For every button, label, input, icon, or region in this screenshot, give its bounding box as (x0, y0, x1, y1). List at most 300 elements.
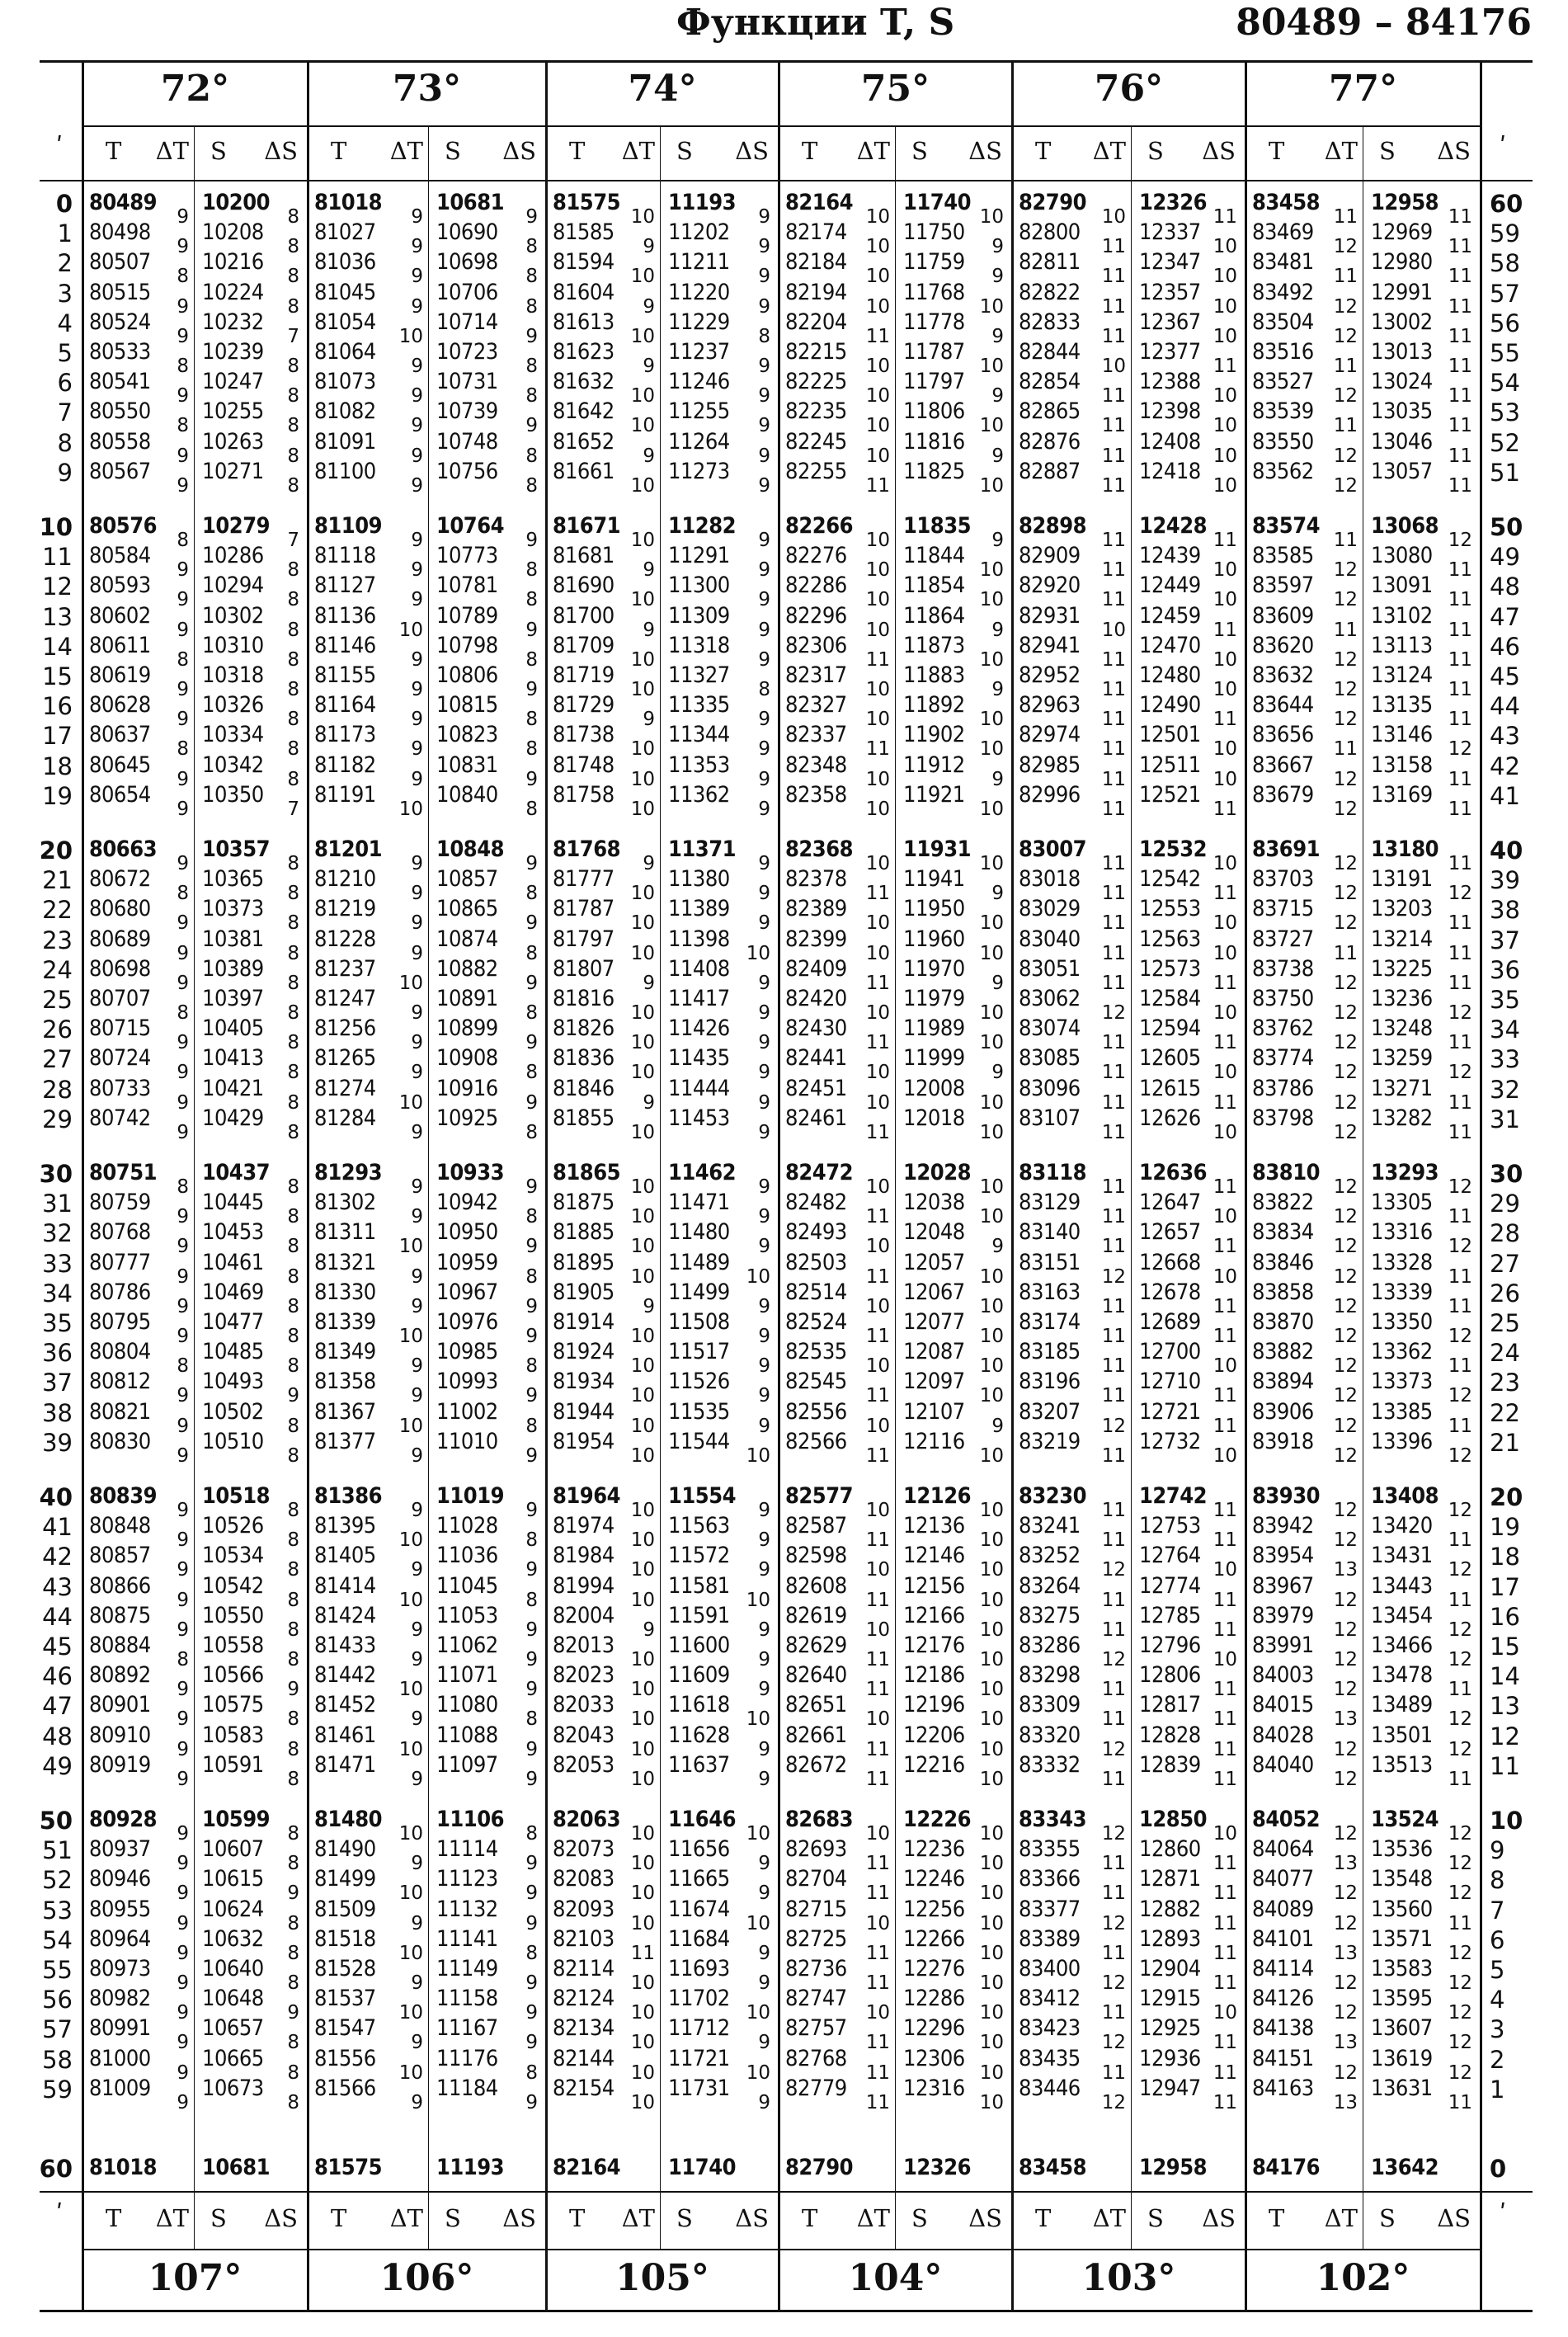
dT-value: 10 (630, 1559, 655, 1581)
T-value: 83074 (1019, 1015, 1081, 1042)
dT-value: 11 (865, 2091, 890, 2113)
minute-right: 17 (1490, 1572, 1520, 1601)
dS-value: 9 (991, 619, 1004, 641)
T-value: 82661 (785, 1722, 847, 1748)
S-value: 12710 (1139, 1369, 1201, 1395)
minute-right: 10 (1490, 1807, 1523, 1835)
dT-value: 8 (177, 738, 189, 761)
S-value: 11902 (903, 722, 965, 748)
S-value: 10583 (202, 1722, 264, 1748)
T-value: 81414 (314, 1572, 376, 1599)
dS-value: 8 (287, 678, 299, 700)
S-value: 13501 (1371, 1722, 1433, 1748)
S-value: 11106 (436, 1807, 505, 1832)
S-value: 10798 (436, 632, 498, 658)
dT-value: 10 (865, 445, 890, 467)
S-value: 13560 (1371, 1896, 1433, 1922)
S-value: 11273 (668, 458, 730, 484)
T-value: 82033 (553, 1692, 614, 1718)
T-value: 83644 (1252, 692, 1314, 719)
S-value: 10286 (202, 543, 264, 569)
dT-value: 11 (1333, 205, 1358, 228)
S-value: 10632 (202, 1925, 264, 1952)
S-value: 12077 (903, 1309, 965, 1335)
dT-value: 12 (1333, 798, 1358, 820)
S-value: 12136 (903, 1513, 965, 1539)
S-value: 10429 (202, 1105, 264, 1131)
dT-value: 11 (1101, 768, 1126, 790)
T-value: 81518 (314, 1925, 376, 1952)
minute-right: 34 (1490, 1015, 1520, 1044)
dT-value: 12 (1333, 325, 1358, 347)
dS-value: 9 (758, 1768, 770, 1790)
S-value: 10781 (436, 572, 498, 599)
T-value: 80857 (89, 1543, 151, 1569)
dS-value: 8 (287, 205, 299, 228)
dS-value: 9 (525, 1385, 538, 1407)
dT-value: 9 (411, 1032, 423, 1054)
T-value: 83481 (1252, 249, 1314, 276)
S-value: 12439 (1139, 543, 1201, 569)
dS-value: 9 (758, 1236, 770, 1258)
subfooter-minute-mark-right: ʹ (1500, 2199, 1507, 2227)
dS-value: 9 (758, 445, 770, 467)
T-value: 83870 (1252, 1309, 1314, 1335)
dT-value: 12 (1333, 1589, 1358, 1611)
T-value: 80991 (89, 2015, 151, 2042)
minute-right: 35 (1490, 986, 1520, 1014)
T-value: 82215 (785, 339, 847, 365)
S-value: 11778 (903, 309, 965, 335)
T-value: 81709 (553, 632, 614, 658)
T-value: 83715 (1252, 896, 1314, 922)
dT-value: 9 (177, 295, 189, 318)
T-value: 83562 (1252, 458, 1314, 484)
dT-value: 11 (1101, 1295, 1126, 1317)
T-value: 80567 (89, 458, 151, 484)
dT-value: 11 (865, 1679, 890, 1701)
dS-value: 9 (758, 648, 770, 671)
T-value: 83894 (1252, 1369, 1314, 1395)
dT-value: 11 (1101, 266, 1126, 288)
S-value: 10874 (436, 926, 498, 952)
rule-inner-head-4 (1131, 125, 1132, 180)
dT-value: 10 (398, 1738, 423, 1760)
dS-value: 8 (287, 1444, 299, 1467)
dT-value: 10 (630, 1589, 655, 1611)
dT-value: 10 (630, 1738, 655, 1760)
minute-right: 37 (1490, 926, 1520, 954)
S-value: 13362 (1371, 1339, 1433, 1365)
dS-value: 9 (991, 678, 1004, 700)
dS-value: 11 (1212, 709, 1237, 731)
T-value: 81228 (314, 926, 376, 952)
dS-value: 8 (287, 1648, 299, 1670)
S-value: 11526 (668, 1369, 730, 1395)
dT-value: 10 (630, 1853, 655, 1875)
dS-value: 11 (1448, 1415, 1472, 1437)
dT-value: 9 (411, 1618, 423, 1641)
dT-value: 10 (398, 1325, 423, 1347)
subfooter-dT: ΔT (856, 2204, 890, 2232)
dT-value: 10 (630, 1236, 655, 1258)
dS-value: 12 (1448, 1972, 1472, 1994)
minute-right: 48 (1490, 572, 1520, 601)
T-value: 81671 (553, 513, 621, 539)
S-value: 11389 (668, 896, 730, 922)
subheader-dS: ΔS (735, 137, 769, 165)
S-value: 10665 (202, 2045, 264, 2071)
minute-right: 7 (1490, 1896, 1505, 1925)
minute-left: 44 (42, 1602, 73, 1631)
T-value: 84163 (1252, 2075, 1314, 2101)
S-value: 10216 (202, 249, 264, 276)
dS-value: 9 (525, 1972, 538, 1994)
dT-value: 10 (398, 2002, 423, 2024)
T-value: 80884 (89, 1633, 151, 1658)
S-value: 12057 (903, 1249, 965, 1275)
S-value: 12636 (1139, 1160, 1208, 1185)
T-value: 82164 (785, 190, 854, 215)
S-value: 13513 (1371, 1751, 1433, 1778)
dS-value: 9 (525, 325, 538, 347)
T-value: 80541 (89, 369, 151, 395)
dS-value: 9 (525, 2091, 538, 2113)
T-value: 82503 (785, 1249, 847, 1275)
dS-value: 8 (525, 1206, 538, 1228)
S-value: 11941 (903, 866, 965, 893)
S-value: 13259 (1371, 1045, 1433, 1072)
T-value: 80602 (89, 602, 151, 629)
S-value: 11883 (903, 662, 965, 688)
T-value: 81623 (553, 339, 614, 365)
dS-value: 12 (1448, 1738, 1472, 1760)
T-value: 82103 (553, 1925, 614, 1952)
S-value: 12626 (1139, 1105, 1201, 1131)
S-value: 11864 (903, 602, 965, 629)
dS-value: 8 (287, 295, 299, 318)
minute-left: 8 (57, 428, 73, 457)
T-value: 84015 (1252, 1692, 1314, 1718)
rule-inner-2 (660, 180, 661, 2191)
dT-value: 11 (865, 325, 890, 347)
minute-left: 15 (42, 662, 73, 690)
dS-value: 10 (1212, 912, 1237, 935)
dS-value: 12 (1448, 738, 1472, 761)
S-value: 10607 (202, 1836, 264, 1863)
dT-value: 9 (177, 1062, 189, 1084)
subfooter-T: T (331, 2204, 347, 2232)
T-value: 84138 (1252, 2015, 1314, 2042)
dS-value: 11 (1448, 678, 1472, 700)
T-value: 83967 (1252, 1572, 1314, 1599)
dT-value: 9 (643, 852, 655, 874)
S-value: 12008 (903, 1075, 965, 1101)
T-value: 82204 (785, 309, 847, 335)
dS-value: 11 (1448, 559, 1472, 582)
rule-inner-foot-0 (194, 2191, 195, 2249)
dT-value: 10 (630, 883, 655, 905)
dS-value: 8 (525, 1355, 538, 1378)
dT-value: 11 (865, 738, 890, 761)
S-value: 12186 (903, 1662, 965, 1689)
dS-value: 12 (1448, 1618, 1472, 1641)
T-value: 83051 (1019, 955, 1081, 982)
dS-value: 10 (746, 1912, 770, 1934)
S-value: 10208 (202, 219, 264, 246)
dT-value: 9 (177, 1768, 189, 1790)
S-value: 12490 (1139, 692, 1201, 719)
dS-value: 9 (758, 2091, 770, 2113)
T-value: 82043 (553, 1722, 614, 1748)
T-value: 80515 (89, 279, 151, 305)
S-value: 12398 (1139, 398, 1201, 425)
dT-value: 11 (865, 2061, 890, 2084)
dS-value: 11 (1212, 355, 1237, 377)
dT-value: 11 (1101, 1679, 1126, 1701)
S-value: 12377 (1139, 339, 1201, 365)
dT-value: 10 (398, 325, 423, 347)
dT-value: 12 (1333, 1325, 1358, 1347)
S-value: 10318 (202, 662, 264, 688)
minute-left: 56 (42, 1986, 73, 2014)
S-value: 10437 (202, 1160, 271, 1185)
dT-value: 10 (865, 912, 890, 935)
dT-value: 9 (411, 1768, 423, 1790)
minute-left: 39 (42, 1428, 73, 1457)
T-value: 81293 (314, 1160, 383, 1185)
T-value: 83446 (1019, 2075, 1081, 2101)
S-value: 10334 (202, 722, 264, 748)
minute-left: 19 (42, 781, 73, 810)
minute-left: 58 (42, 2045, 73, 2074)
dS-value: 10 (746, 942, 770, 964)
T-value: 80892 (89, 1662, 151, 1689)
dT-value: 10 (630, 266, 655, 288)
dS-value: 10 (1212, 1265, 1237, 1288)
S-value: 10950 (436, 1219, 498, 1246)
dT-value: 11 (865, 1385, 890, 1407)
dT-value: 12 (1333, 474, 1358, 497)
dS-value: 9 (758, 1853, 770, 1875)
dT-value: 11 (1101, 474, 1126, 497)
T-value: 82768 (785, 2045, 847, 2071)
S-value: 10681 (202, 2155, 271, 2180)
dS-value: 10 (979, 1355, 1004, 1378)
dT-value: 12 (1333, 589, 1358, 611)
T-value: 81528 (314, 1956, 376, 1981)
T-value: 83539 (1252, 398, 1314, 425)
subheader-minute-mark-right: ʹ (1500, 132, 1507, 160)
dT-value: 10 (865, 1176, 890, 1198)
minute-right: 46 (1490, 632, 1520, 661)
S-value: 12553 (1139, 896, 1201, 922)
dT-value: 10 (630, 678, 655, 700)
dT-value: 10 (630, 1415, 655, 1437)
S-value: 12563 (1139, 926, 1201, 952)
S-value: 10657 (202, 2015, 264, 2042)
T-value: 83834 (1252, 1219, 1314, 1246)
dS-value: 9 (525, 529, 538, 551)
dS-value: 9 (991, 266, 1004, 288)
dS-value: 7 (287, 325, 299, 347)
T-value: 83882 (1252, 1339, 1314, 1365)
dS-value: 11 (1448, 385, 1472, 408)
dS-value: 11 (1448, 1355, 1472, 1378)
S-value: 12860 (1139, 1836, 1201, 1863)
dT-value: 10 (630, 1001, 655, 1024)
dS-value: 11 (1448, 1529, 1472, 1552)
dT-value: 10 (865, 1236, 890, 1258)
S-value: 10373 (202, 896, 264, 922)
T-value: 81036 (314, 249, 376, 276)
T-value: 81247 (314, 986, 376, 1011)
dT-value: 12 (1101, 1001, 1126, 1024)
dS-value: 10 (979, 2032, 1004, 2054)
T-value: 81556 (314, 2045, 376, 2071)
dT-value: 9 (177, 1972, 189, 1994)
dS-value: 9 (758, 415, 770, 437)
dS-value: 8 (525, 1001, 538, 1024)
T-value: 81395 (314, 1513, 376, 1539)
T-value: 81109 (314, 513, 383, 539)
T-value: 82566 (785, 1428, 847, 1454)
T-value: 80795 (89, 1309, 151, 1335)
S-value: 10908 (436, 1045, 498, 1072)
S-value: 11931 (903, 836, 972, 862)
T-value: 81719 (553, 662, 614, 688)
T-value: 81358 (314, 1369, 376, 1395)
dT-value: 12 (1101, 1415, 1126, 1437)
S-value: 13002 (1371, 309, 1433, 335)
T-value: 81642 (553, 398, 614, 425)
minute-left: 22 (42, 896, 73, 925)
T-value: 83140 (1019, 1219, 1081, 1246)
minute-left: 52 (42, 1866, 73, 1895)
minute-right: 24 (1490, 1339, 1520, 1368)
T-value: 81797 (553, 926, 614, 952)
dS-value: 11 (1448, 474, 1472, 497)
S-value: 13158 (1371, 752, 1433, 778)
dS-value: 8 (525, 355, 538, 377)
T-value: 83219 (1019, 1428, 1081, 1454)
minute-right: 47 (1490, 602, 1520, 631)
S-value: 12480 (1139, 662, 1201, 688)
dS-value: 12 (1448, 1385, 1472, 1407)
T-value: 81490 (314, 1836, 376, 1863)
T-value: 82974 (1019, 722, 1081, 748)
dS-value: 9 (525, 1559, 538, 1581)
dT-value: 12 (1101, 1738, 1126, 1760)
S-value: 11912 (903, 752, 965, 778)
dT-value: 9 (411, 678, 423, 700)
T-value: 80812 (89, 1369, 151, 1395)
dT-value: 9 (177, 385, 189, 408)
S-value: 12236 (903, 1836, 965, 1863)
S-value: 13373 (1371, 1369, 1433, 1395)
dS-value: 10 (1212, 385, 1237, 408)
S-value: 10891 (436, 986, 498, 1011)
T-value: 80689 (89, 926, 151, 952)
dS-value: 8 (525, 798, 538, 820)
T-value: 81729 (553, 692, 614, 719)
dS-value: 9 (758, 912, 770, 935)
dS-value: 8 (287, 474, 299, 497)
S-value: 11176 (436, 2045, 498, 2071)
S-value: 11080 (436, 1692, 498, 1718)
S-value: 12067 (903, 1279, 965, 1305)
subfooter-dS: ΔS (502, 2204, 536, 2232)
T-value: 82053 (553, 1751, 614, 1778)
dS-value: 9 (758, 1355, 770, 1378)
dS-value: 11 (1212, 972, 1237, 994)
dT-value: 9 (177, 2061, 189, 2084)
S-value: 11816 (903, 428, 965, 455)
dT-value: 10 (398, 1882, 423, 1905)
S-value: 12980 (1371, 249, 1433, 276)
S-value: 10413 (202, 1045, 264, 1072)
dS-value: 10 (979, 1121, 1004, 1143)
minute-left: 55 (42, 1956, 73, 1984)
dS-value: 8 (287, 619, 299, 641)
T-value: 82093 (553, 1896, 614, 1922)
dS-value: 11 (1448, 2091, 1472, 2113)
dT-value: 12 (1333, 709, 1358, 731)
T-value: 80628 (89, 692, 151, 719)
dS-value: 9 (758, 295, 770, 318)
minute-right: 54 (1490, 369, 1520, 398)
S-value: 10942 (436, 1190, 498, 1216)
S-value: 12087 (903, 1339, 965, 1365)
S-value: 12915 (1139, 1986, 1201, 2012)
dS-value: 8 (758, 325, 770, 347)
T-value: 83762 (1252, 1015, 1314, 1042)
S-value: 12774 (1139, 1572, 1201, 1599)
dT-value: 12 (1333, 852, 1358, 874)
dT-value: 12 (1333, 2002, 1358, 2024)
T-value: 82920 (1019, 572, 1081, 599)
S-value: 11759 (903, 249, 965, 276)
degree-footer: 106° (379, 2257, 474, 2299)
T-value: 80937 (89, 1836, 151, 1863)
T-value: 83906 (1252, 1398, 1314, 1425)
T-value: 80654 (89, 781, 151, 808)
dT-value: 9 (411, 1912, 423, 1934)
dS-value: 10 (746, 1822, 770, 1845)
S-value: 10510 (202, 1428, 264, 1454)
S-value: 13203 (1371, 896, 1433, 922)
S-value: 11141 (436, 1925, 498, 1952)
S-value: 13271 (1371, 1075, 1433, 1101)
S-value: 10916 (436, 1075, 498, 1101)
dT-value: 10 (865, 798, 890, 820)
minute-right: 14 (1490, 1662, 1520, 1691)
S-value: 13454 (1371, 1602, 1433, 1628)
dT-value: 12 (1333, 1415, 1358, 1437)
dS-value: 9 (525, 768, 538, 790)
dT-value: 9 (411, 1295, 423, 1317)
S-value: 10731 (436, 369, 498, 395)
dT-value: 11 (1101, 1882, 1126, 1905)
dS-value: 11 (1448, 798, 1472, 820)
dS-value: 9 (525, 1882, 538, 1905)
dS-value: 12 (1448, 2061, 1472, 2084)
T-value: 82757 (785, 2015, 847, 2042)
dS-value: 10 (979, 1822, 1004, 1845)
T-value: 83389 (1019, 1925, 1081, 1952)
dS-value: 9 (525, 415, 538, 437)
dS-value: 10 (1212, 1121, 1237, 1143)
